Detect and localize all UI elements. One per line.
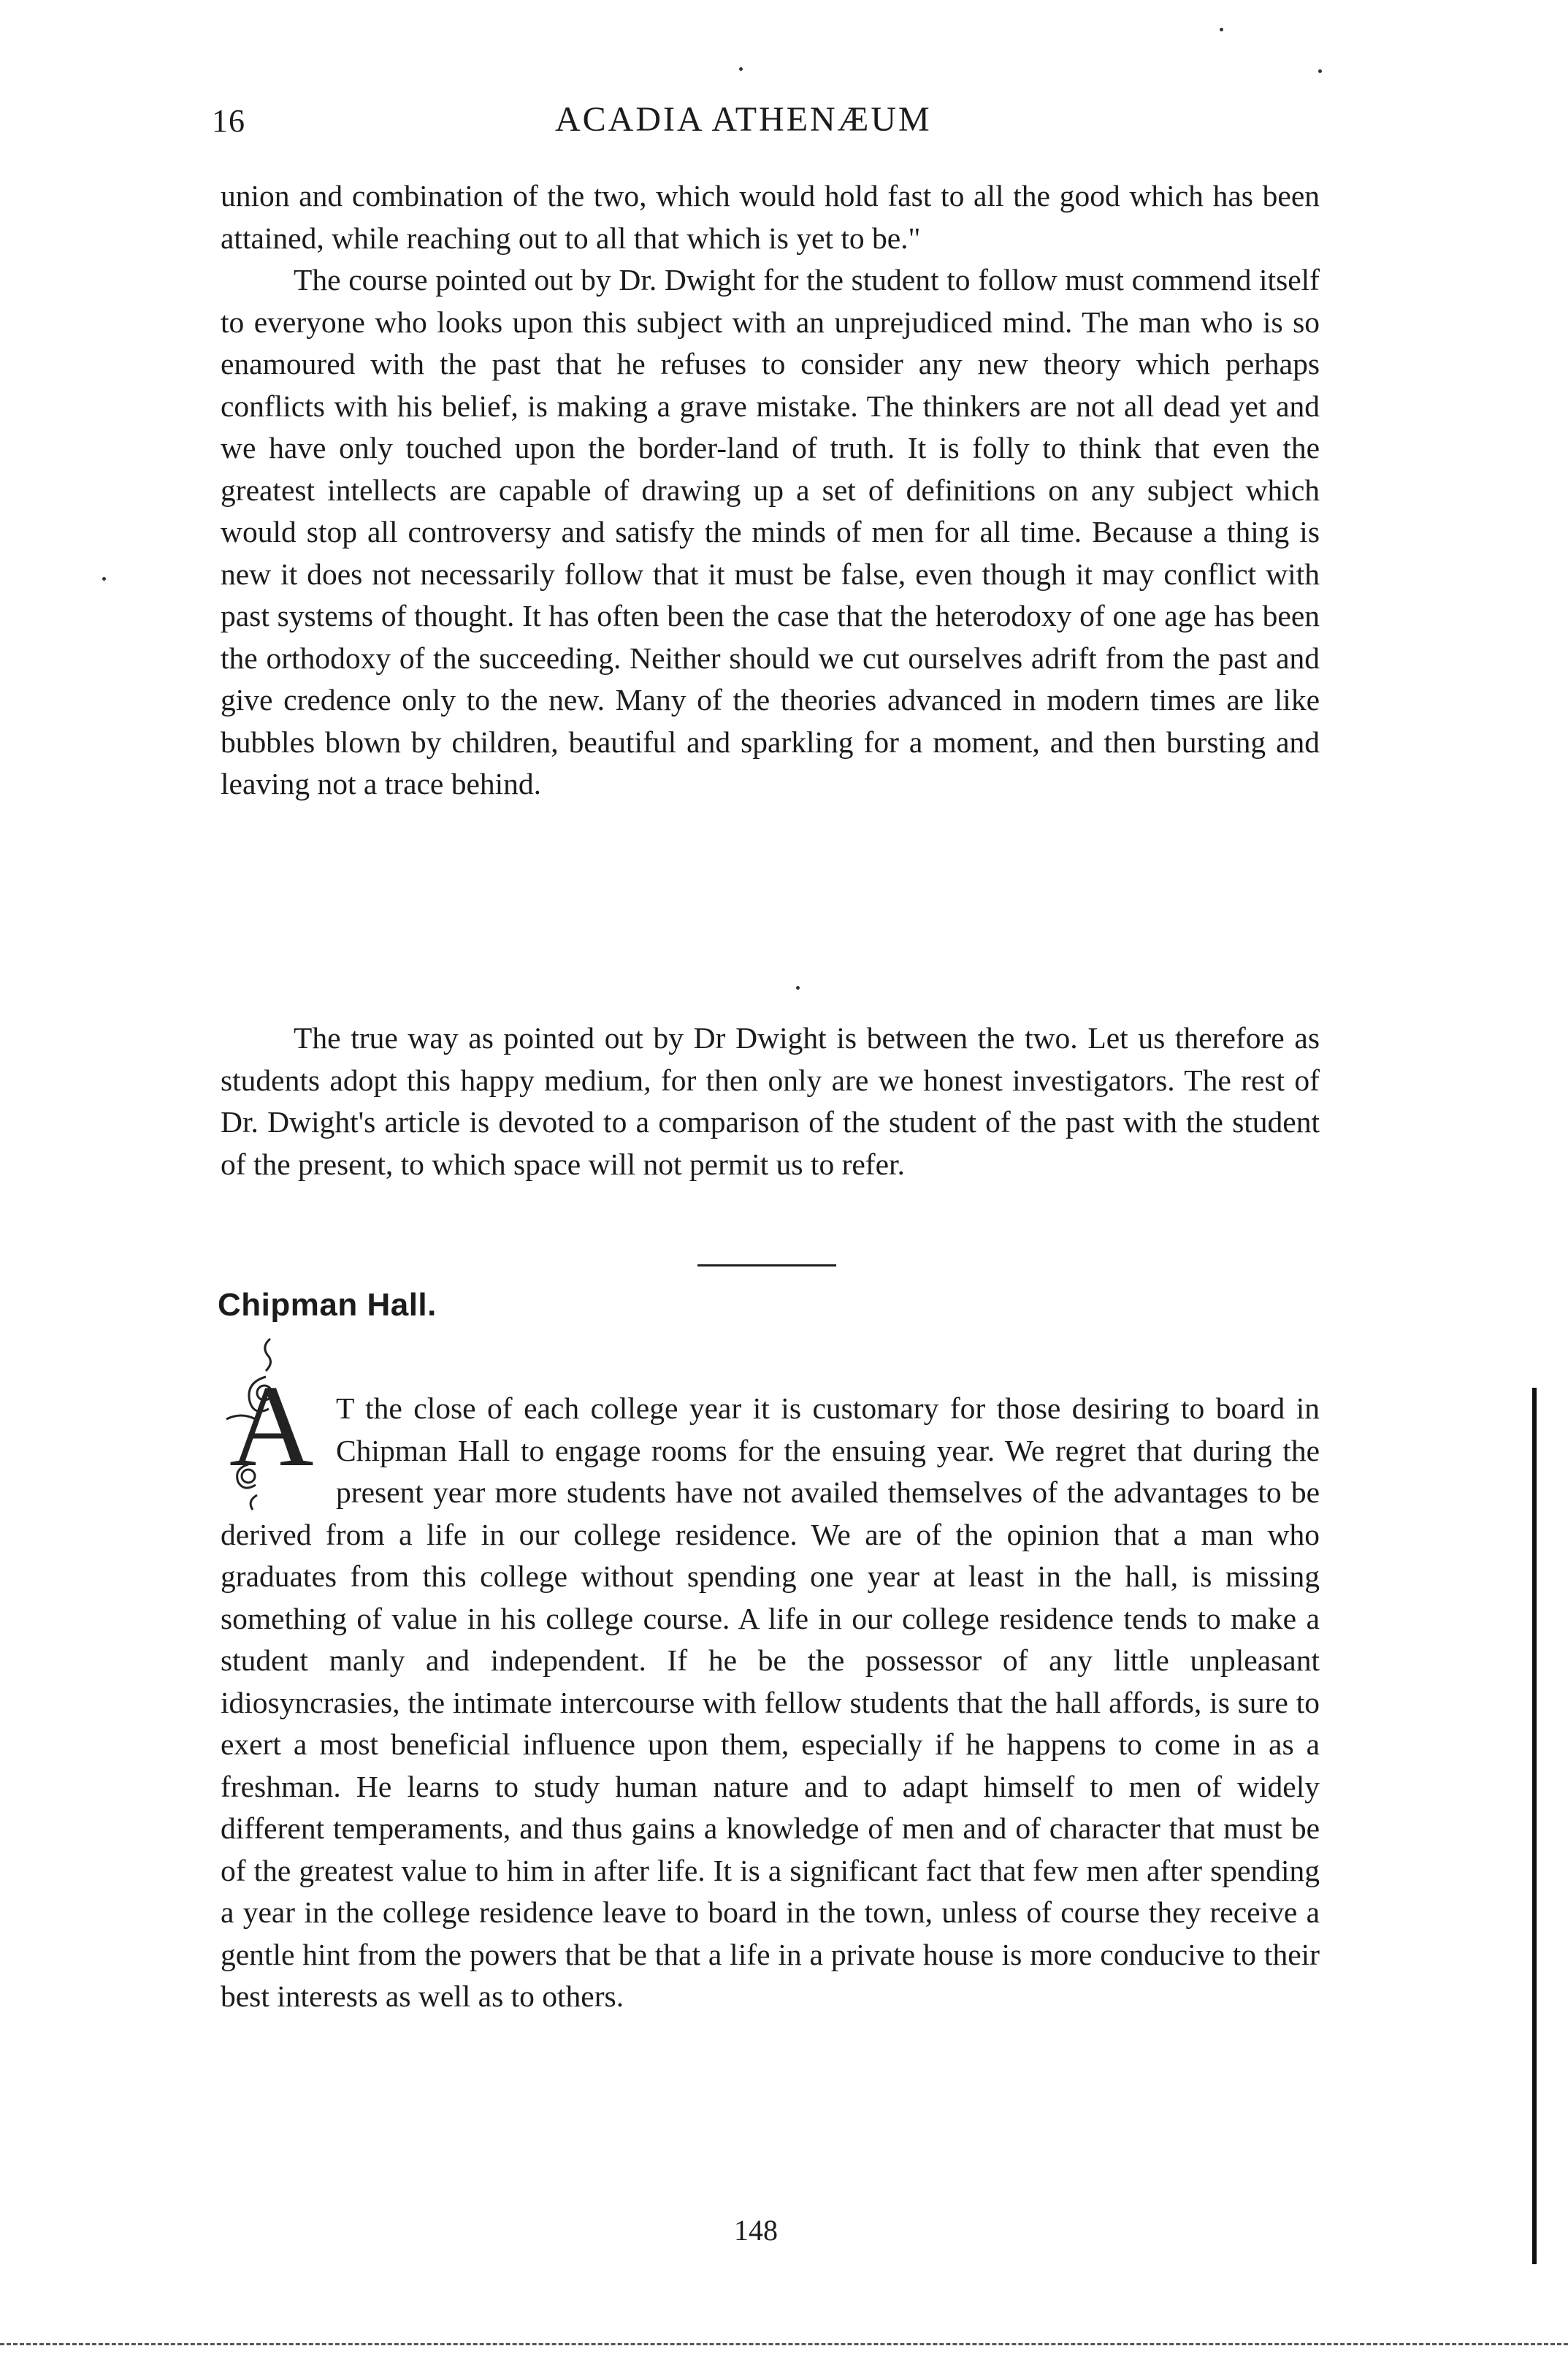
drop-cap-letter: A [229,1361,314,1491]
scan-speck [1220,28,1223,31]
folio: 148 [734,2214,778,2247]
scan-speck [739,67,743,71]
scan-speck [796,986,800,990]
scan-speck [1318,69,1322,73]
paragraph-1: union and combination of the two, which would hold fast to all the good which has been attained, while reaching out to all that which is yet to be." [221,179,1320,255]
section-heading: Chipman Hall. [218,1287,437,1323]
page-number: 16 [212,103,245,139]
scan-speck [102,577,106,581]
section-divider [697,1264,836,1266]
section-body [221,1388,1320,2018]
running-head: ACADIA ATHENÆUM [555,100,932,139]
article-conclusion [221,1017,1320,1185]
paragraph-3: The true way as pointed out by Dr Dwight is between the two. Let us therefore as students adopt this happy medium, for then only are we honest investigators. The rest of Dr. Dwight's article is devoted to a comparison of the student of the past with the student of the present, to which space will not permit us to refer. [221,1021,1320,1181]
scan-margin-line [1532,1388,1537,2264]
scan-bottom-edge [0,2343,1568,2345]
drop-cap-spacer [221,1388,336,1508]
section-paragraph: T the close of each college year it is customary for those desiring to board in Chipman Hall to engage rooms for the ensuing year. We regret that during the present year more students have not availed themselves of the advantages to be derived from a life in our college residence. We are of the opinion that a man who graduates from this college without spending one year at least in the hall, is missing something of value in his college course. A life in our college residence tends to make a student manly and independent. If he be the possessor of any little unpleasant idiosyncrasies, the intimate intercourse with fellow students that the hall affords, is sure to exert a most beneficial influence upon them, especially if he happens to come in as a freshman. He learns to study human nature and to adapt himself to men of widely different temperaments, and thus gains a knowledge of men and of character that must be of the greatest value to him in after life. It is a significant fact that few men after spending a year in the college residence leave to board in the town, unless of course they receive a gentle hint from the powers that be that a life in a private house is more conducive to their best interests as well as to others. [221,1391,1320,2013]
article-continuation [221,175,1320,806]
paragraph-2: The course pointed out by Dr. Dwight for the student to follow must commend itself to everyone who looks upon this subject with an unprejudiced mind. The man who is so enamoured with the past that he refuses to consider any new theory which perhaps conflicts with his belief, is making a grave mistake. The thinkers are not all dead yet and we have only touched upon the border-land of truth. It is folly to think that even the greatest intellects are capable of drawing up a set of definitions on any subject which would stop all controversy and satisfy the minds of men for all time. Because a thing is new it does not necessarily follow that it must be false, even though it may conflict with past systems of thought. It has often been the case that the heterodoxy of one age has been the orthodoxy of the succeeding. Neither should we cut ourselves adrift from the past and give credence only to the new. Many of the theories advanced in modern times are like bubbles blown by children, beautiful and sparkling for a moment, and then bursting and leaving not a trace behind. [221,263,1320,801]
